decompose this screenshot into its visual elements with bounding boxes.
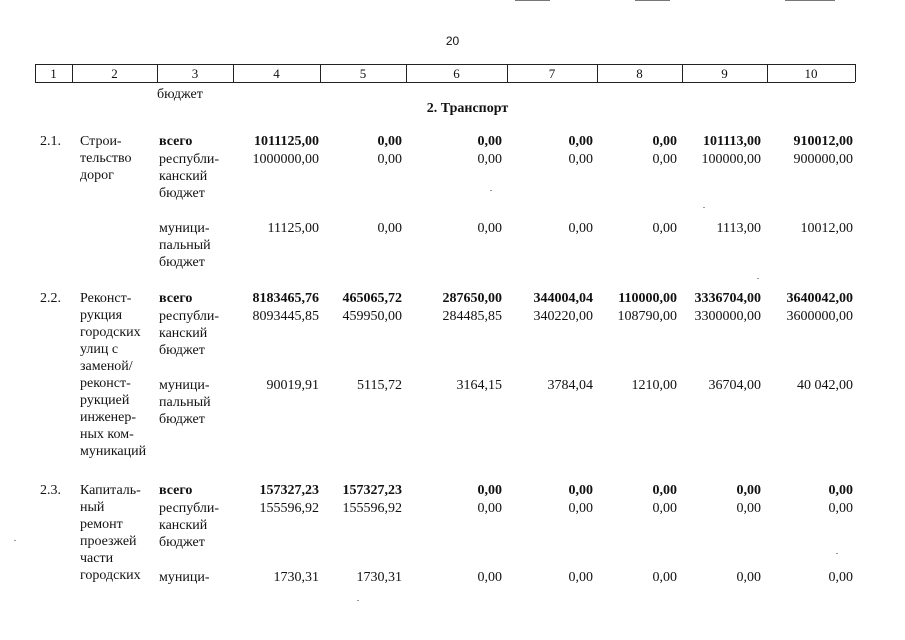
value-cell: 0,00	[477, 221, 502, 236]
value-cell: 0,00	[828, 501, 853, 516]
value-cell: 0,00	[377, 152, 402, 167]
value-cell: 0,00	[828, 483, 853, 498]
row-name: Строи- тельство дорог	[80, 134, 132, 183]
value-cell: 3600000,00	[786, 309, 853, 324]
value-cell: 0,00	[736, 501, 761, 516]
value-cell: 90019,91	[266, 378, 319, 393]
value-cell: 0,00	[568, 570, 593, 585]
scan-speck	[757, 278, 759, 279]
value-cell: 0,00	[652, 501, 677, 516]
value-cell: 1730,31	[356, 570, 402, 585]
column-header-3: 3	[191, 66, 199, 81]
value-cell: 155596,92	[259, 501, 319, 516]
value-cell: 0,00	[652, 134, 677, 149]
value-cell: 1113,00	[716, 221, 761, 236]
value-cell: 100000,00	[701, 152, 761, 167]
header-rule	[35, 64, 855, 65]
value-cell: 0,00	[568, 152, 593, 167]
value-cell: 10012,00	[800, 221, 853, 236]
value-cell: 1210,00	[631, 378, 677, 393]
header-rule	[35, 82, 855, 83]
value-cell: 0,00	[477, 570, 502, 585]
value-cell: 11125,00	[267, 221, 319, 236]
value-cell: 0,00	[477, 501, 502, 516]
value-cell: 110000,00	[618, 291, 677, 306]
value-cell: 0,00	[477, 134, 502, 149]
funding-source-label: республи- канский бюджет	[159, 152, 219, 201]
row-name: Капиталь- ный ремонт проезжей части городских	[80, 483, 141, 583]
value-cell: 0,00	[736, 570, 761, 585]
value-cell: 108790,00	[617, 309, 677, 324]
column-header-4: 4	[273, 66, 280, 81]
column-header-2: 2	[111, 66, 118, 81]
value-cell: 3336704,00	[694, 291, 761, 306]
scan-speck	[490, 190, 492, 191]
value-cell: 900000,00	[793, 152, 853, 167]
value-cell: 287650,00	[442, 291, 502, 306]
value-cell: 157327,23	[259, 483, 319, 498]
column-header-8: 8	[636, 66, 643, 81]
page-number: 20	[445, 34, 460, 48]
scan-speck	[703, 207, 705, 208]
scan-edge-mark	[785, 0, 835, 1]
value-cell: 3640042,00	[786, 291, 853, 306]
carry-over-text: бюджет	[157, 87, 203, 102]
value-cell: 157327,23	[342, 483, 402, 498]
value-cell: 0,00	[568, 483, 593, 498]
value-cell: 101113,00	[703, 134, 761, 149]
value-cell: 0,00	[652, 152, 677, 167]
value-cell: 910012,00	[793, 134, 853, 149]
column-header-1: 1	[50, 66, 57, 81]
funding-source-label: республи- канский бюджет	[159, 501, 219, 550]
funding-source-label: республи- канский бюджет	[159, 309, 219, 358]
funding-source-label: всего	[159, 483, 193, 498]
value-cell: 344004,04	[533, 291, 593, 306]
value-cell: 0,00	[568, 134, 593, 149]
scan-edge-mark	[635, 0, 670, 1]
value-cell: 284485,85	[442, 309, 502, 324]
value-cell: 340220,00	[533, 309, 593, 324]
value-cell: 0,00	[652, 483, 677, 498]
value-cell: 0,00	[568, 221, 593, 236]
value-cell: 0,00	[377, 134, 402, 149]
value-cell: 1730,31	[273, 570, 319, 585]
value-cell: 3784,04	[547, 378, 593, 393]
scan-speck	[836, 553, 838, 554]
value-cell: 0,00	[377, 221, 402, 236]
value-cell: 155596,92	[342, 501, 402, 516]
value-cell: 0,00	[736, 483, 761, 498]
row-number: 2.3.	[40, 483, 61, 498]
column-header-10: 10	[804, 66, 818, 81]
value-cell: 5115,72	[357, 378, 402, 393]
value-cell: 8093445,85	[252, 309, 319, 324]
funding-source-label: муници- пальный бюджет	[159, 221, 211, 270]
funding-source-label: муници- пальный бюджет	[159, 378, 211, 427]
row-name: Реконст- рукция городских улиц с заменой/ реконст- рукцией инженер- ных ком- муникаций	[80, 291, 147, 459]
value-cell: 0,00	[828, 570, 853, 585]
value-cell: 0,00	[477, 152, 502, 167]
scan-edge-mark	[515, 0, 550, 1]
scan-speck	[357, 600, 359, 601]
scan-speck	[14, 540, 16, 541]
value-cell: 465065,72	[342, 291, 402, 306]
value-cell: 0,00	[568, 501, 593, 516]
value-cell: 3300000,00	[694, 309, 761, 324]
column-header-5: 5	[359, 66, 367, 81]
value-cell: 8183465,76	[252, 291, 319, 306]
section-title: 2. Транспорт	[426, 101, 509, 116]
value-cell: 3164,15	[456, 378, 502, 393]
value-cell: 1000000,00	[252, 152, 319, 167]
value-cell: 0,00	[652, 570, 677, 585]
column-header-6: 6	[453, 66, 460, 81]
value-cell: 0,00	[477, 483, 502, 498]
value-cell: 40 042,00	[797, 378, 853, 393]
value-cell: 36704,00	[708, 378, 761, 393]
value-cell: 0,00	[652, 221, 677, 236]
funding-source-label: всего	[159, 291, 193, 306]
column-header-7: 7	[548, 66, 556, 81]
value-cell: 1011125,00	[254, 134, 319, 149]
header-column-divider	[855, 64, 856, 82]
row-number: 2.1.	[40, 134, 61, 149]
funding-source-label: муници-	[159, 570, 210, 585]
column-header-9: 9	[721, 66, 728, 81]
value-cell: 459950,00	[342, 309, 402, 324]
funding-source-label: всего	[159, 134, 193, 149]
row-number: 2.2.	[40, 291, 61, 306]
